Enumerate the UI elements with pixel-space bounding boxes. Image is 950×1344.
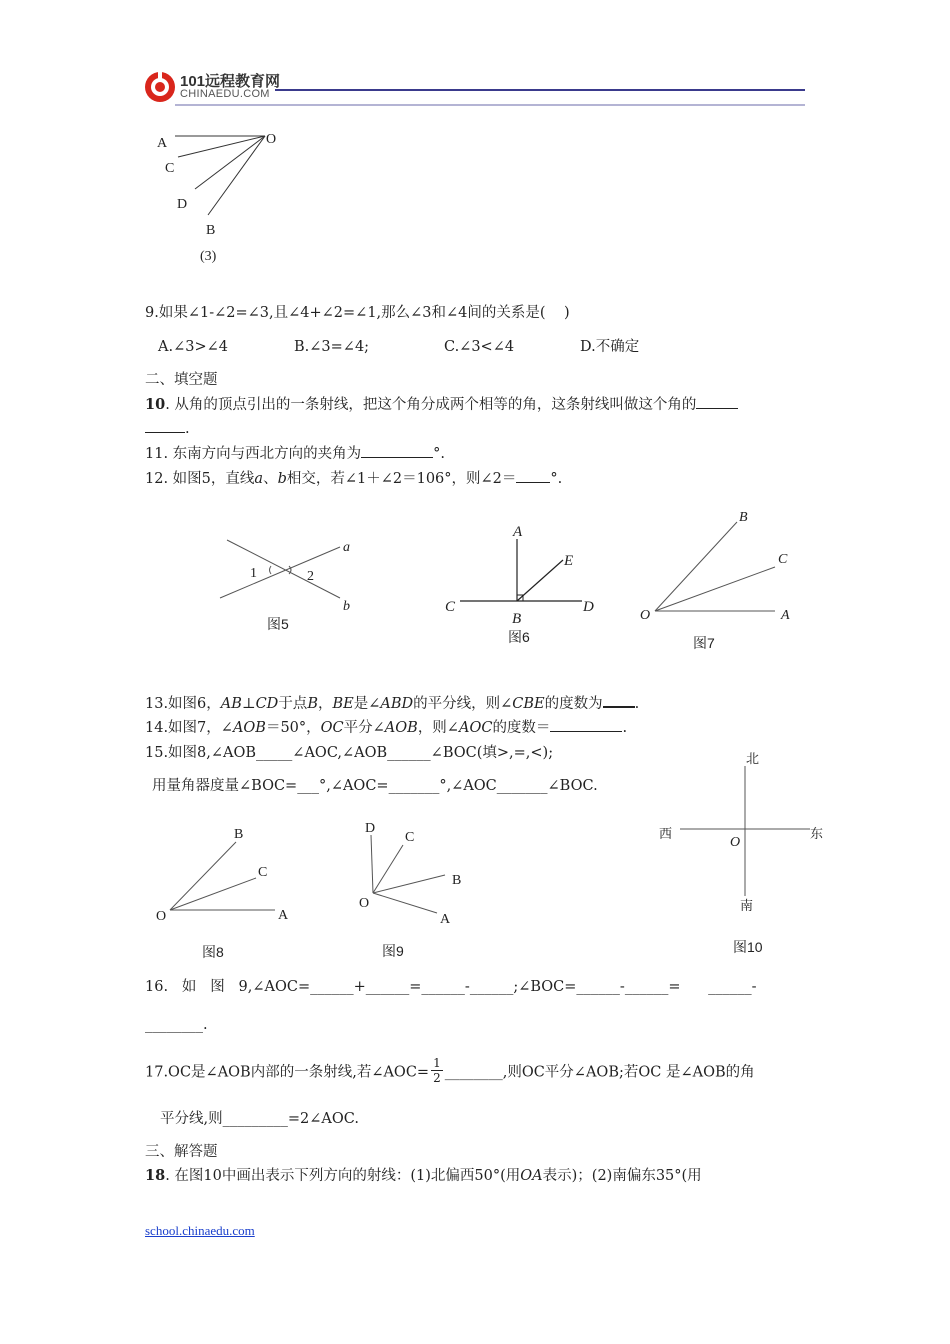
q13-blank [603,692,635,708]
label-o: O [156,909,167,924]
figure-9 [355,815,475,970]
line-b [227,540,340,598]
q18-text-2: 表示)；(2)南偏东35°(用 [542,1168,702,1184]
q13-text-6: 的度数为 [544,696,603,712]
q12 [145,468,562,489]
q11-blank [361,443,433,458]
q13 [145,692,639,714]
q13-text-4: 是∠ [353,696,381,712]
section-heading-answer: 三、解答题 [145,1144,218,1160]
q13-abd: ABD [380,696,414,712]
q13-be: BE [332,696,354,712]
label-2: 2 [307,569,314,584]
q14-text-2: ＝50°， [265,720,321,736]
figure-7 [635,505,805,655]
label-west: 西 [659,827,673,842]
q11 [145,443,445,464]
q9-option-b: B.∠3=∠4; [294,339,370,355]
label-b: B [512,611,522,627]
label-c: C [405,830,415,845]
label-east: 东 [810,827,824,842]
ray-oc [655,567,775,611]
q12-blank [516,468,550,483]
q13-cbe: CBE [512,696,545,712]
q14-text-3: 平分∠ [343,720,385,736]
label-c: C [445,599,456,615]
figure-caption: 图7 [693,635,715,651]
q12-line-a: a [254,471,264,487]
q13-ab: AB [220,696,242,712]
angle-1-arc [270,566,272,574]
q10-text: . 从角的顶点引出的一条射线，把这个角分成两个相等的角，这条射线叫做这个角的 [165,397,697,413]
figure-caption: 图6 [508,629,530,645]
q11-end: °. [433,446,446,462]
q13-text-3: ， [317,696,333,712]
label-e: E [564,553,574,569]
label-d: D [365,821,376,836]
q9-option-d: D.不确定 [580,339,640,355]
header-rule [270,88,810,108]
q13-perp: ⊥ [241,696,256,712]
logo-title: 101远程教育网 [180,73,281,90]
q14-text-5: 的度数＝ [492,720,551,736]
q13-end: . [634,696,640,712]
q9-option-c: C.∠3<∠4 [444,339,515,355]
figure-5 [215,530,375,640]
ray-ob [373,875,445,893]
q10-blank [696,394,738,409]
label-b: B [739,510,748,525]
section-heading-fill: 二、填空题 [145,372,218,388]
q17-line-2: 平分线,则_________=2∠AOC. [160,1111,359,1127]
q14-text-4: ，则∠ [417,720,459,736]
q18-oa: OA [520,1168,543,1184]
label-o: O [640,608,651,623]
q13-text-2: 于点 [278,696,308,712]
label-a: A [513,524,523,540]
figure-caption: 图10 [733,939,763,955]
q13-text-5: 的平分线，则∠ [413,696,513,712]
label-d: D [177,197,188,212]
q10-blank-2 [145,418,185,433]
footer-link[interactable]: school.chinaedu.com [145,1223,255,1238]
q14-aob: AOB [232,720,266,736]
q12-sep: 、 [263,471,278,487]
label-o: O [359,896,370,911]
label-b: B [234,827,244,842]
q14-blank [550,717,622,732]
q10-cont [145,418,190,439]
label-b: B [206,223,216,238]
label-south: 南 [740,899,754,914]
label-a: A [440,912,451,927]
q18 [145,1166,702,1186]
q14-oc: OC [320,720,344,736]
q14-aob-2: AOB [384,720,418,736]
label-c: C [778,552,788,567]
q12-line-b: b [277,471,287,487]
figure-caption: 图8 [202,944,224,960]
q17-text-2: ________,则OC平分∠AOB;若OC 是∠AOB的角 [444,1064,755,1081]
q10 [145,394,738,415]
ray-ob [170,842,236,910]
label-o: O [730,835,741,850]
label-a: A [278,908,289,923]
ray-oc [373,845,403,893]
label-c: C [165,161,175,176]
ray-od [371,835,373,893]
q10-num: 10 [145,396,166,413]
label-b: B [452,873,462,888]
q11-text: . 东南方向与西北方向的夹角为 [163,446,362,462]
label-d: D [583,599,594,615]
label-a: a [343,540,350,555]
q12-text-2: 相交，若∠1＋∠2＝106°，则∠2＝ [286,471,517,487]
figure-8 [150,818,310,968]
q14-end: . [622,720,628,736]
q16-line-1: 16. 如 图 9,∠AOC=______+______=______-______;∠BOC=______-______= ______- [145,979,757,995]
q14-aoc: AOC [458,720,493,736]
figure-caption: 图9 [382,943,404,959]
q17-text-1: 17.OC是∠AOB内部的一条射线,若∠AOC= [145,1064,430,1081]
fraction-denominator: 2 [433,1071,441,1085]
q16-line-2: ________. [145,1017,208,1033]
figure-6 [440,518,610,648]
q13-cd: CD [255,696,279,712]
q15-line-2: 用量角器度量∠BOC=___°,∠AOC=_______°,∠AOC_______∠BOC. [152,778,598,794]
label-1: 1 [250,566,257,581]
q12-num: 12 [145,471,164,487]
q15-line-1: 15.如图8,∠AOB_____∠AOC,∠AOB______∠BOC(填>,=,<); [145,745,554,761]
fraction-numerator: 1 [433,1056,441,1070]
label-north: 北 [746,752,760,767]
figure-3 [150,125,290,270]
q14-text-1: 14.如图7，∠ [145,720,233,736]
q13-b: B [307,696,318,712]
logo-subtitle: CHINAEDU.COM [180,88,270,100]
q9-option-a: A.∠3>∠4 [158,339,228,355]
label-a: A [781,608,790,623]
figure-caption: (3) [200,249,217,264]
label-a: A [157,136,168,151]
q13-text-1: 13.如图6， [145,696,221,712]
q17-fraction [431,1056,443,1085]
q11-num: 11 [145,446,164,462]
q14 [145,717,627,738]
q12-end: °. [550,471,563,487]
figure-10 [655,748,835,963]
label-o: O [266,132,277,147]
ray-be [517,560,563,601]
ray-oa [373,893,437,913]
ray-ob [655,522,737,611]
q9-stem: 9.如果∠1-∠2=∠3,且∠4+∠2=∠1,那么∠3和∠4间的关系是( ) [145,305,570,321]
line-a [220,547,340,598]
q17-line-1 [145,1058,755,1087]
q10-end: . [185,421,190,437]
figure-caption: 图5 [267,616,289,632]
ray-oc [170,878,256,910]
q18-text-1: . 在图10中画出表示下列方向的射线：(1)北偏西50°(用 [165,1168,521,1184]
label-b: b [343,599,350,614]
logo-icon [143,70,177,104]
label-c: C [258,865,268,880]
q12-text-1: . 如图5，直线 [163,471,255,487]
q18-num: 18 [145,1167,166,1184]
